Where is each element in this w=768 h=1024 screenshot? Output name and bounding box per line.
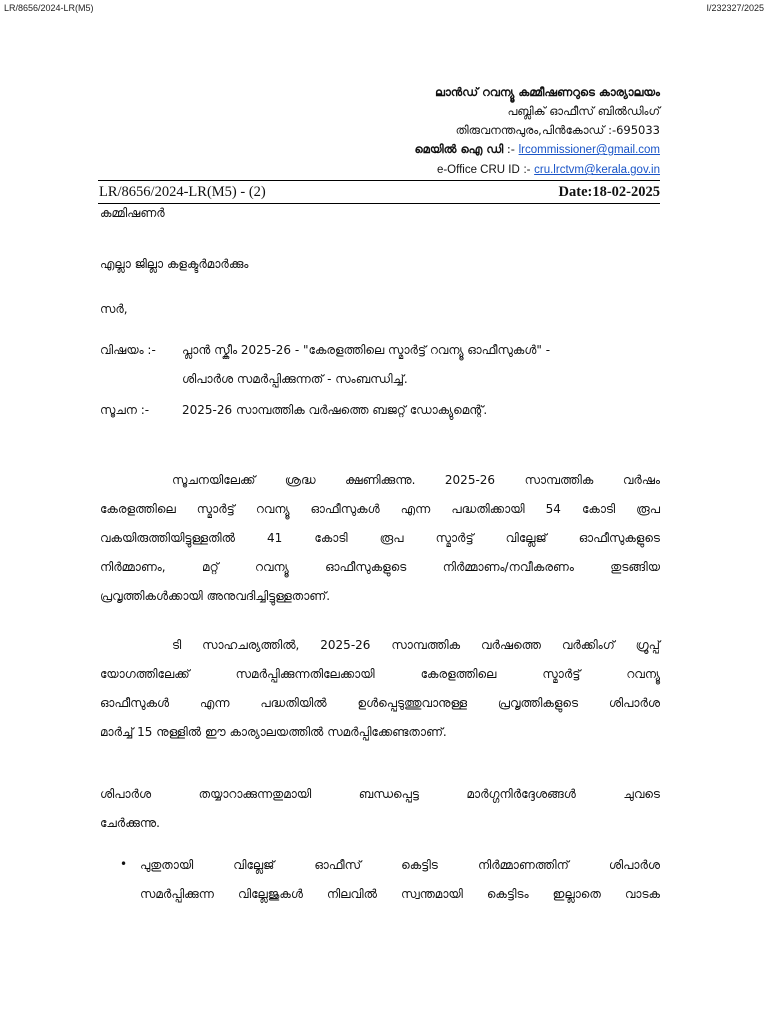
mail-label: മെയിൽ ഐ ഡി: [414, 142, 504, 156]
bullet-item-line: പുതുതായി വില്ലേജ് ഓഫീസ് കെട്ടിട നിർമ്മാണത്തിന് ശിപാർശ: [140, 858, 660, 872]
paragraph-3-line: ചേർക്കുന്നു.: [100, 816, 160, 830]
paragraph-3: [100, 780, 660, 838]
paragraph-1-line: പ്രവൃത്തികൾക്കായി അനുവദിച്ചിട്ടുള്ളതാണ്.: [100, 589, 331, 603]
print-header-file-number: LR/8656/2024-LR(M5): [4, 3, 94, 13]
reference-number: LR/8656/2024-LR(M5) - (2): [99, 184, 266, 200]
subject-line-1: പ്ലാൻ സ്കീം 2025-26 - "കേരളത്തിലെ സ്മാർട്ട് റവന്യൂ ഓഫീസുകൾ" -: [182, 343, 551, 357]
salutation: സർ,: [100, 302, 128, 316]
paragraph-2-line: മാർച്ച് 15 നുള്ളിൽ ഈ കാര്യാലയത്തിൽ സമർപ്പിക്കേണ്ടതാണ്.: [100, 725, 447, 739]
office-address-block: [414, 83, 660, 180]
eoffice-row: [414, 160, 660, 180]
paragraph-2-line: ടി സാഹചര്യത്തിൽ, 2025-26 സാമ്പത്തിക വർഷത്തെ വർക്കിംഗ് ഗ്രൂപ്പ്: [172, 638, 660, 652]
mail-separator: :-: [506, 142, 515, 156]
bullet-item-1: [140, 851, 660, 909]
mail-row: [414, 140, 660, 160]
office-name: ലാൻഡ് റവന്യൂ കമ്മീഷണറുടെ കാര്യാലയം: [435, 85, 660, 99]
paragraph-1-line: വകയിരുത്തിയിട്ടുള്ളതിൽ 41 കോടി രൂപ സ്മാർട്ട് വില്ലേജ് ഓഫീസുകളുടെ: [100, 531, 660, 545]
mail-link[interactable]: lrcommissioner@gmail.com: [518, 144, 660, 156]
eoffice-label: e-Office CRU ID: [436, 164, 520, 176]
paragraph-1: [100, 466, 660, 611]
paragraph-1-line: നിർമ്മാണം, മറ്റ് റവന്യൂ ഓഫീസുകളുടെ നിർമ്മാണം/നവീകരണം തുടങ്ങിയ: [100, 560, 660, 574]
reference-row: [99, 184, 660, 201]
eoffice-link[interactable]: cru.lrctvm@kerala.gov.in: [534, 164, 660, 176]
paragraph-2-line: യോഗത്തിലേക്ക് സമർപ്പിക്കുന്നതിലേക്കായി കേരളത്തിലെ സ്മാർട്ട് റവന്യൂ: [100, 667, 660, 681]
subject-label: വിഷയം :-: [100, 343, 156, 357]
paragraph-2: [100, 631, 660, 747]
print-header-inward-number: I/232327/2025: [706, 3, 764, 13]
bullet-item-line: സമർപ്പിക്കുന്ന വില്ലേജുകൾ നിലവിൽ സ്വന്തമായി കെട്ടിടം ഇല്ലാതെ വാടക: [140, 887, 660, 901]
sender: കമ്മിഷണർ: [100, 206, 165, 220]
top-divider: [98, 180, 660, 181]
eoffice-separator: :-: [523, 164, 531, 176]
office-address: തിരുവനന്തപുരം,പിൻകോഡ് :-695033: [455, 123, 660, 137]
paragraph-1-line: സൂചനയിലേക്ക് ശ്രദ്ധ ക്ഷണിക്കുന്നു. 2025-26 സാമ്പത്തിക വർഷം: [172, 473, 660, 487]
reference-date: Date:18-02-2025: [558, 184, 660, 200]
reference-note-text: 2025-26 സാമ്പത്തിക വർഷത്തെ ബജറ്റ് ഡോക്യുമെന്റ്.: [182, 403, 488, 417]
bottom-divider: [98, 203, 660, 204]
paragraph-1-line: കേരളത്തിലെ സ്മാർട്ട് റവന്യൂ ഓഫീസുകൾ എന്ന പദ്ധതിക്കായി 54 കോടി രൂപ: [100, 502, 660, 516]
office-building: പബ്ലിക് ഓഫീസ് ബിൽഡിംഗ്: [507, 104, 660, 118]
subject-line-2: ശിപാർശ സമർപ്പിക്കുന്നത് - സംബന്ധിച്ച്.: [182, 372, 408, 386]
bullet-marker: •: [120, 857, 128, 871]
paragraph-2-line: ഓഫീസുകൾ എന്ന പദ്ധതിയിൽ ഉൾപ്പെടുത്തുവാനുള്ള പ്രവൃത്തികളുടെ ശിപാർശ: [100, 696, 660, 710]
recipient: എല്ലാ ജില്ലാ കളക്ടർമാർക്കും: [100, 257, 249, 271]
reference-note-label: സൂചന :-: [100, 403, 150, 417]
paragraph-3-line: ശിപാർശ തയ്യാറാക്കുന്നതുമായി ബന്ധപ്പെട്ട മാർഗ്ഗനിർദ്ദേശങ്ങൾ ചുവടെ: [100, 787, 660, 801]
